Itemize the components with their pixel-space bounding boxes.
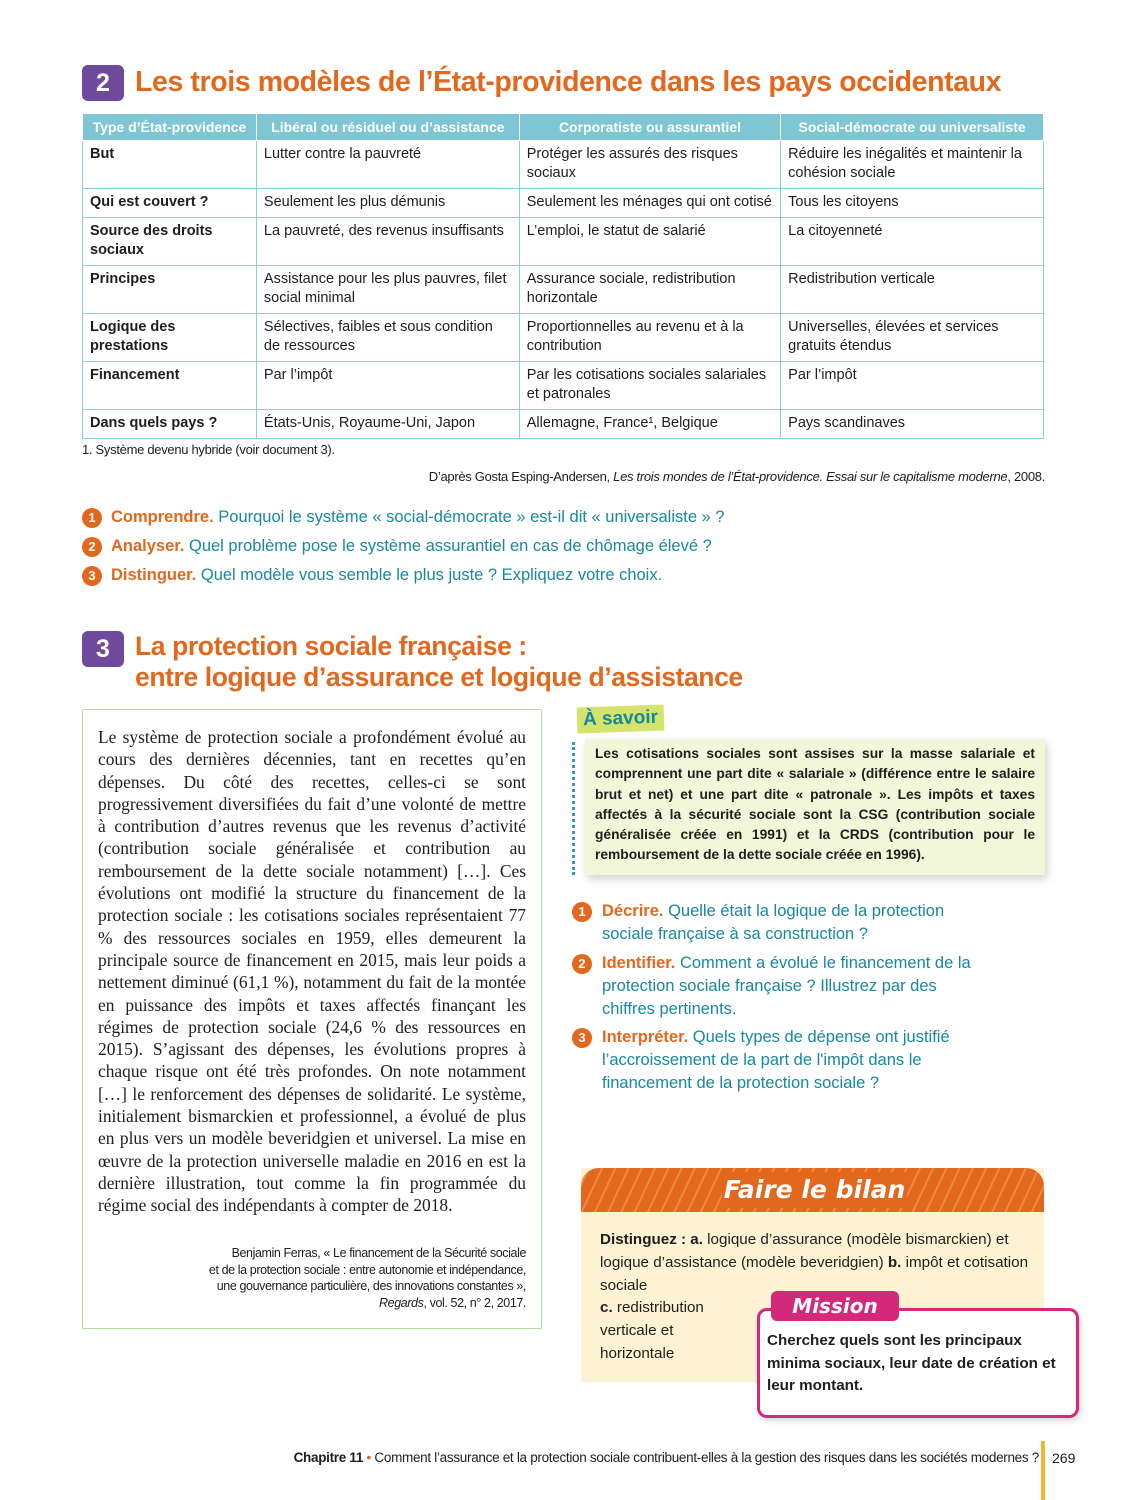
mission-label: Mission bbox=[771, 1291, 899, 1321]
welfare-models-table bbox=[82, 113, 1044, 439]
doc3-question-2 bbox=[572, 952, 992, 1021]
doc3-title bbox=[135, 631, 743, 693]
question-text: Quel modèle vous semble le plus juste ? Expliquez votre choix. bbox=[200, 566, 663, 584]
table-header-cell: Type d’État-providence bbox=[83, 114, 257, 141]
table-cell: Allemagne, France¹, Belgique bbox=[519, 410, 780, 439]
question-number: 3 bbox=[82, 566, 102, 586]
question-number: 1 bbox=[572, 902, 592, 922]
doc3-title-line-1: La protection sociale française : bbox=[135, 631, 527, 661]
table-row bbox=[83, 410, 1044, 439]
question-verb: Comprendre. bbox=[111, 508, 214, 526]
footer-question: Comment l’assurance et la protection sociale contribuent-elles à la gestion des risques dans les sociétés modernes ? bbox=[374, 1450, 1039, 1465]
table-cell: Assurance sociale, redistribution horizontale bbox=[519, 266, 780, 314]
table-cell: La pauvreté, des revenus insuffisants bbox=[256, 218, 519, 266]
table-cell: Seulement les ménages qui ont cotisé bbox=[519, 189, 780, 218]
table-row bbox=[83, 141, 1044, 189]
table-row bbox=[83, 218, 1044, 266]
table-cell: Protéger les assurés des risques sociaux bbox=[519, 141, 780, 189]
table-row-header: But bbox=[83, 141, 257, 189]
bilan-marker: c. bbox=[600, 1299, 613, 1317]
question-verb: Identifier. bbox=[602, 954, 676, 972]
doc3-title-line-2: entre logique d’assurance et logique d’assistance bbox=[135, 662, 743, 692]
source-year: , 2008. bbox=[1007, 469, 1045, 484]
table-cell: Universelles, élevées et services gratuits étendus bbox=[781, 314, 1044, 362]
footer-separator: • bbox=[363, 1450, 375, 1465]
a-savoir-text bbox=[595, 744, 1035, 866]
question-text: Pourquoi le système « social-démocrate » est-il dit « universaliste » ? bbox=[218, 508, 725, 526]
dotted-rule bbox=[572, 742, 575, 875]
source-end: , vol. 52, n° 2, 2017. bbox=[423, 1295, 526, 1310]
doc3-number-badge: 3 bbox=[82, 631, 124, 667]
bilan-text-part: impôt et cotisation sociale bbox=[600, 1253, 1029, 1294]
table-row-header: Financement bbox=[83, 362, 257, 410]
doc3-question-3 bbox=[572, 1026, 992, 1095]
question-verb: Analyser. bbox=[111, 537, 185, 555]
table-cell: Lutter contre la pauvreté bbox=[256, 141, 519, 189]
table-header-cell: Libéral ou résiduel ou d’assistance bbox=[256, 114, 519, 141]
bilan-marker: b. bbox=[887, 1253, 902, 1271]
question-text: Quels types de dépense ont justifié l’accroissement de la part de l'impôt dans le financement de la protection sociale ? bbox=[602, 1028, 950, 1092]
question-number: 3 bbox=[572, 1028, 592, 1048]
table-row bbox=[83, 314, 1044, 362]
table-cell: Par l’impôt bbox=[781, 362, 1044, 410]
doc2-number-badge: 2 bbox=[82, 65, 124, 101]
question-number: 1 bbox=[82, 508, 102, 528]
bilan-text-part: redistribution bbox=[612, 1299, 704, 1317]
savoir-text-part: (contribution sociale généralisée créée en 1991) et la bbox=[595, 806, 1035, 843]
doc2-title: Les trois modèles de l’État-providence dans les pays occidentaux bbox=[135, 66, 1002, 98]
table-cell: Assistance pour les plus pauvres, filet social minimal bbox=[256, 266, 519, 314]
bilan-lead: Distinguez : a. bbox=[600, 1231, 703, 1248]
table-row bbox=[83, 189, 1044, 218]
question-number: 2 bbox=[572, 954, 592, 974]
doc2-question-3 bbox=[82, 564, 1032, 587]
question-verb: Interpréter. bbox=[602, 1028, 689, 1046]
doc3-body-text: Le système de protection sociale a profondément évolué au cours des dernières décennies, tant en recettes qu’en dépenses. Du côté des recettes, celles-ci se sont progressivement diversifiées du fait d’une volonté de mettre à contribution d’autres revenus que les revenus d’activité (contribution sociale généralisée et contribution au remboursement de la dette sociale notamment) […]. Ces évolutions ont modifié la structure du financement de la protection sociale : les cotisations sociales représentaient 77 % des ressources sociales en 1959, elles demeurent la principale source de financement en 2015, mais leur poids a nettement diminué (61,1 %), notamment du fait de la montée en puissance des impôts et taxes affectés finançant les régimes de protection sociale (24,6 % des ressources en 2015). S’agissant des dépenses, les évolutions propres à chaque risque ont été très profondes. On note notamment […] le renforcement des dépenses de solidarité. Le système, initialement bismarckien et professionnel, a évolué de plus en plus vers un modèle beveridgien et universel. La mise en œuvre de la protection universelle maladie en 2016 en est la dernière illustration, tout comme la fin programmée du régime social des indépendants à compter de 2018. bbox=[98, 727, 526, 1216]
table-cell: Seulement les plus démunis bbox=[256, 189, 519, 218]
table-cell: Par l’impôt bbox=[256, 362, 519, 410]
savoir-text-part: Les bbox=[595, 746, 627, 761]
savoir-text-part: (contribution pour le remboursement de la dette sociale créée en 1996). bbox=[595, 827, 1035, 863]
doc3-question-1 bbox=[572, 900, 992, 946]
savoir-term: cotisations sociales bbox=[626, 746, 761, 761]
table-cell: La citoyenneté bbox=[781, 218, 1044, 266]
bilan-text-part: verticale et bbox=[600, 1322, 674, 1340]
table-cell: L’emploi, le statut de salarié bbox=[519, 218, 780, 266]
page-number: 269 bbox=[1052, 1450, 1076, 1466]
doc3-source bbox=[150, 1245, 526, 1311]
table-row bbox=[83, 362, 1044, 410]
table-row-header: Logique des prestations bbox=[83, 314, 257, 362]
footer-chapter-line bbox=[294, 1450, 1039, 1465]
table-row-header: Dans quels pays ? bbox=[83, 410, 257, 439]
bilan-text-part: horizontale bbox=[600, 1344, 675, 1362]
table-cell: Proportionnelles au revenu et à la contribution bbox=[519, 314, 780, 362]
table-row-header: Qui est couvert ? bbox=[83, 189, 257, 218]
question-verb: Décrire. bbox=[602, 902, 664, 920]
table-cell: Réduire les inégalités et maintenir la cohésion sociale bbox=[781, 141, 1044, 189]
doc2-question-1 bbox=[82, 506, 1032, 529]
table-cell: États-Unis, Royaume-Uni, Japon bbox=[256, 410, 519, 439]
source-line: et de la protection sociale : entre autonomie et indépendance, bbox=[208, 1262, 526, 1277]
table-row bbox=[83, 266, 1044, 314]
source-journal: Regards bbox=[379, 1295, 424, 1310]
question-text: Comment a évolué le financement de la protection sociale française ? Illustrez par des chiffres pertinents. bbox=[602, 954, 971, 1018]
doc2-question-2 bbox=[82, 535, 1032, 558]
savoir-text-part: sont assises sur la masse salariale et comprennent une part dite « salariale » (différence entre le salaire brut et net) et une part dite « patronale ». Les impôts et taxes affectés à la sécurité sociale sont la bbox=[595, 746, 1036, 822]
a-savoir-label: À savoir bbox=[577, 704, 665, 733]
savoir-term: CSG bbox=[858, 806, 889, 822]
question-number: 2 bbox=[82, 537, 102, 557]
table-header-cell: Corporatiste ou assurantiel bbox=[519, 114, 780, 141]
source-title: Les trois mondes de l’État-providence. Essai sur le capitalisme moderne bbox=[613, 469, 1008, 484]
footer-bar bbox=[1041, 1441, 1045, 1500]
doc2-footnote: 1. Système devenu hybride (voir document 3). bbox=[82, 442, 335, 457]
savoir-term: CRDS bbox=[839, 827, 879, 843]
question-verb: Distinguer. bbox=[111, 566, 197, 584]
question-text: Quel problème pose le système assurantiel en cas de chômage élevé ? bbox=[188, 537, 712, 555]
source-line: une gouvernance particulière, des innovations constantes », bbox=[216, 1279, 526, 1293]
doc2-source bbox=[429, 469, 1045, 484]
table-cell: Sélectives, faibles et sous condition de ressources bbox=[256, 314, 519, 362]
table-row-header: Source des droits sociaux bbox=[83, 218, 257, 266]
source-author: D’après Gosta Esping-Andersen, bbox=[428, 469, 614, 484]
table-header-cell: Social-démocrate ou universaliste bbox=[781, 114, 1044, 141]
source-line: Benjamin Ferras, « Le financement de la Sécurité sociale bbox=[231, 1246, 526, 1260]
faire-le-bilan-title: Faire le bilan bbox=[722, 1172, 907, 1208]
bilan-text-part: logique d’assurance (modèle bismarckien) et logique d’assistance (modèle beveridgien) bbox=[600, 1231, 1009, 1271]
source-line bbox=[150, 1295, 526, 1312]
table-cell: Pays scandinaves bbox=[781, 410, 1044, 439]
table-cell: Par les cotisations sociales salariales et patronales bbox=[519, 362, 780, 410]
table-cell: Redistribution verticale bbox=[781, 266, 1044, 314]
table-header-row bbox=[83, 114, 1044, 141]
table-row-header: Principes bbox=[83, 266, 257, 314]
footer-chapter: Chapitre 11 bbox=[293, 1450, 364, 1465]
table-cell: Tous les citoyens bbox=[781, 189, 1044, 218]
question-text: Quelle était la logique de la protection sociale française à sa construction ? bbox=[602, 902, 945, 943]
mission-text: Cherchez quels sont les principaux minima sociaux, leur date de création et leur montant. bbox=[767, 1332, 1056, 1394]
